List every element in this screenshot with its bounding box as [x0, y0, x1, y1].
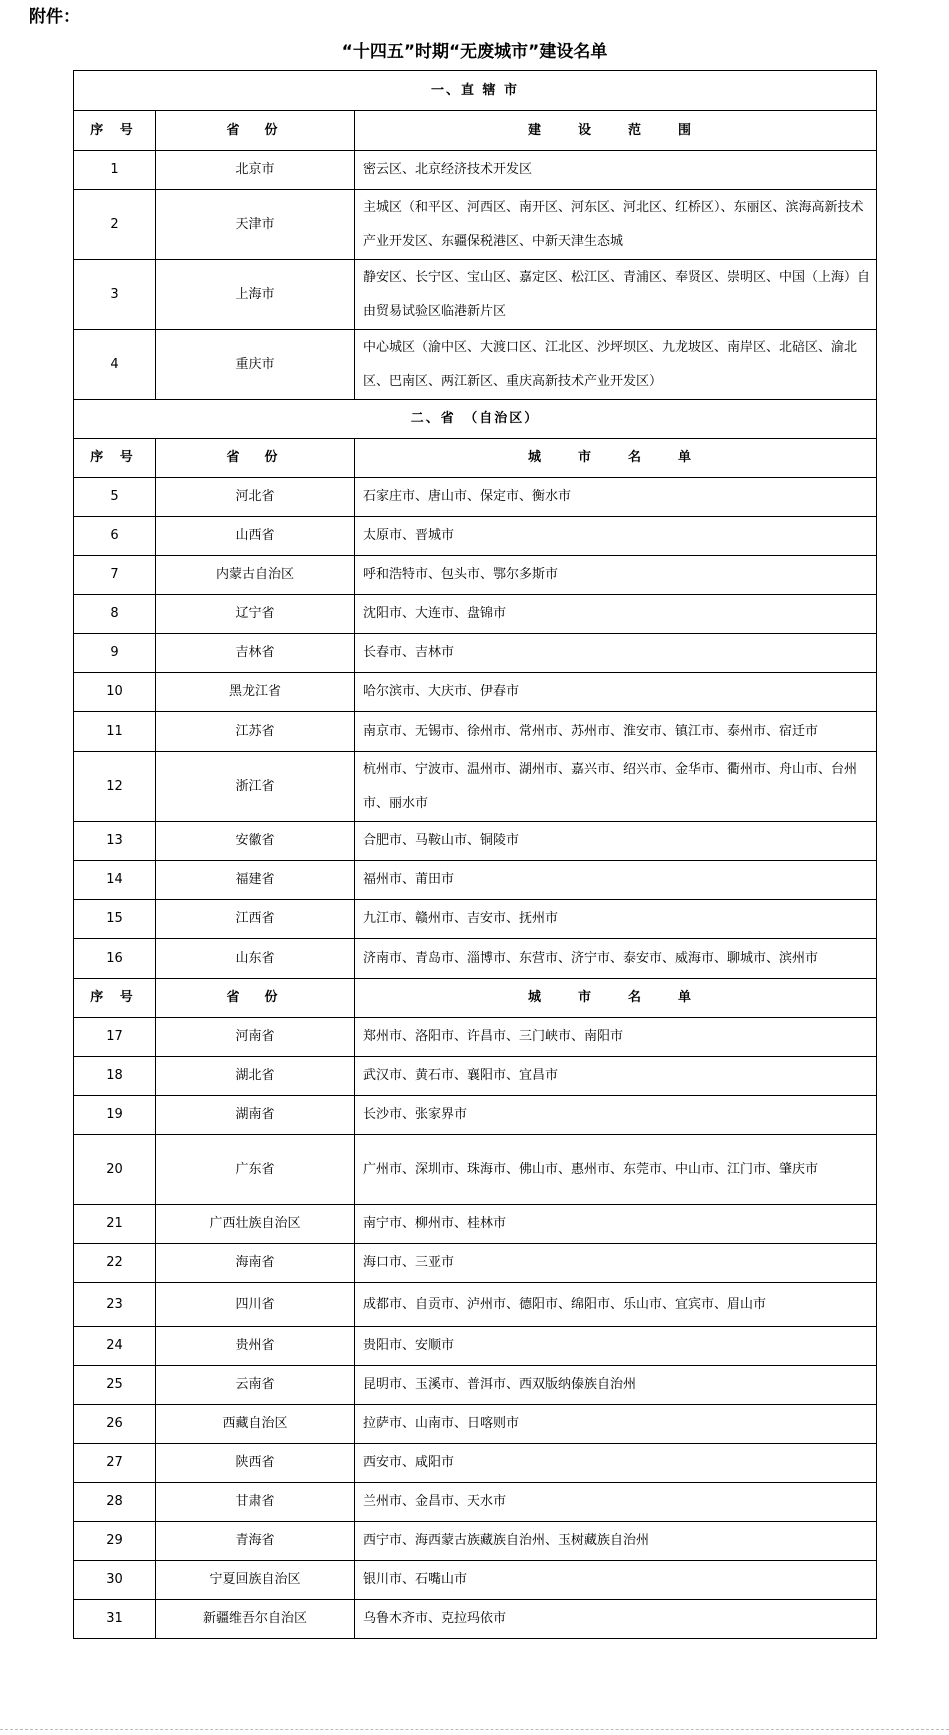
- page-bottom-rule: [0, 1729, 949, 1730]
- row-number: 30: [74, 1561, 156, 1600]
- table-row: [74, 822, 877, 861]
- row-number: 22: [74, 1244, 156, 1283]
- city-list: 呼和浩特市、包头市、鄂尔多斯市: [355, 556, 877, 595]
- row-number: 16: [74, 939, 156, 979]
- city-list: 兰州市、金昌市、天水市: [355, 1483, 877, 1522]
- row-number: 14: [74, 861, 156, 900]
- row-number: 4: [74, 330, 156, 400]
- province-name: 上海市: [156, 260, 355, 330]
- construction-scope: 密云区、北京经济技术开发区: [355, 151, 877, 190]
- row-number: 18: [74, 1057, 156, 1096]
- table-row: [74, 1096, 877, 1135]
- city-list: 成都市、自贡市、泸州市、德阳市、绵阳市、乐山市、宜宾市、眉山市: [355, 1283, 877, 1327]
- construction-scope: 静安区、长宁区、宝山区、嘉定区、松江区、青浦区、奉贤区、崇明区、中国（上海）自由贸易试验区临港新片区: [355, 260, 877, 330]
- row-number: 1: [74, 151, 156, 190]
- row-number: 7: [74, 556, 156, 595]
- construction-scope: 中心城区（渝中区、大渡口区、江北区、沙坪坝区、九龙坡区、南岸区、北碚区、渝北区、巴南区、两江新区、重庆高新技术产业开发区）: [355, 330, 877, 400]
- section2-heading: 二、省 （自治区）: [74, 400, 877, 439]
- province-name: 天津市: [156, 190, 355, 260]
- city-list: 长沙市、张家界市: [355, 1096, 877, 1135]
- col-header-province: 省 份: [156, 111, 355, 151]
- city-list: 广州市、深圳市、珠海市、佛山市、惠州市、东莞市、中山市、江门市、肇庆市: [355, 1135, 877, 1205]
- city-list: 南京市、无锡市、徐州市、常州市、苏州市、淮安市、镇江市、泰州市、宿迁市: [355, 712, 877, 752]
- province-name: 内蒙古自治区: [156, 556, 355, 595]
- table-row: [74, 939, 877, 979]
- row-number: 15: [74, 900, 156, 939]
- construction-scope: 主城区（和平区、河西区、南开区、河东区、河北区、红桥区）、东丽区、滨海高新技术产业开发区、东疆保税港区、中新天津生态城: [355, 190, 877, 260]
- col-header-scope: 建 设 范 围: [355, 111, 877, 151]
- table-row: [74, 900, 877, 939]
- province-name: 河北省: [156, 478, 355, 517]
- section-heading-row: [74, 400, 877, 439]
- row-number: 5: [74, 478, 156, 517]
- table-row: [74, 673, 877, 712]
- city-list: 九江市、赣州市、吉安市、抚州市: [355, 900, 877, 939]
- table-row: [74, 595, 877, 634]
- city-list: 银川市、石嘴山市: [355, 1561, 877, 1600]
- table-row: [74, 1561, 877, 1600]
- section-heading-row: [74, 71, 877, 111]
- table-row: [74, 330, 877, 400]
- row-number: 12: [74, 752, 156, 822]
- city-list: 西宁市、海西蒙古族藏族自治州、玉树藏族自治州: [355, 1522, 877, 1561]
- city-list: 拉萨市、山南市、日喀则市: [355, 1405, 877, 1444]
- province-name: 青海省: [156, 1522, 355, 1561]
- province-name: 贵州省: [156, 1327, 355, 1366]
- city-list: 长春市、吉林市: [355, 634, 877, 673]
- row-number: 2: [74, 190, 156, 260]
- city-list: 南宁市、柳州市、桂林市: [355, 1205, 877, 1244]
- province-name: 山西省: [156, 517, 355, 556]
- province-name: 陕西省: [156, 1444, 355, 1483]
- province-name: 黑龙江省: [156, 673, 355, 712]
- row-number: 24: [74, 1327, 156, 1366]
- row-number: 8: [74, 595, 156, 634]
- table-row: [74, 260, 877, 330]
- row-number: 10: [74, 673, 156, 712]
- row-number: 6: [74, 517, 156, 556]
- city-list: 石家庄市、唐山市、保定市、衡水市: [355, 478, 877, 517]
- table-row: [74, 1522, 877, 1561]
- province-name: 北京市: [156, 151, 355, 190]
- col-header-cities: 城 市 名 单: [355, 439, 877, 478]
- province-name: 湖南省: [156, 1096, 355, 1135]
- province-name: 甘肃省: [156, 1483, 355, 1522]
- province-name: 重庆市: [156, 330, 355, 400]
- row-number: 13: [74, 822, 156, 861]
- table-row: [74, 1483, 877, 1522]
- table-row: [74, 190, 877, 260]
- province-name: 浙江省: [156, 752, 355, 822]
- row-number: 29: [74, 1522, 156, 1561]
- row-number: 25: [74, 1366, 156, 1405]
- row-number: 26: [74, 1405, 156, 1444]
- table-row: [74, 1366, 877, 1405]
- city-list: 合肥市、马鞍山市、铜陵市: [355, 822, 877, 861]
- city-list: 贵阳市、安顺市: [355, 1327, 877, 1366]
- province-name: 湖北省: [156, 1057, 355, 1096]
- table-row: [74, 1327, 877, 1366]
- city-list: 沈阳市、大连市、盘锦市: [355, 595, 877, 634]
- city-list: 乌鲁木齐市、克拉玛依市: [355, 1600, 877, 1639]
- province-name: 福建省: [156, 861, 355, 900]
- province-name: 四川省: [156, 1283, 355, 1327]
- table-row: [74, 861, 877, 900]
- city-list: 济南市、青岛市、淄博市、东营市、济宁市、泰安市、威海市、聊城市、滨州市: [355, 939, 877, 979]
- row-number: 17: [74, 1018, 156, 1057]
- table-row: [74, 1244, 877, 1283]
- province-name: 海南省: [156, 1244, 355, 1283]
- province-name: 江西省: [156, 900, 355, 939]
- table-row: [74, 752, 877, 822]
- col-header-province: 省 份: [156, 439, 355, 478]
- province-name: 江苏省: [156, 712, 355, 752]
- province-name: 河南省: [156, 1018, 355, 1057]
- table-row: [74, 1057, 877, 1096]
- province-name: 吉林省: [156, 634, 355, 673]
- table-row: [74, 1444, 877, 1483]
- city-list: 西安市、咸阳市: [355, 1444, 877, 1483]
- table-row: [74, 556, 877, 595]
- row-number: 11: [74, 712, 156, 752]
- attachment-label: 附件：: [29, 7, 80, 27]
- row-number: 28: [74, 1483, 156, 1522]
- city-list: 郑州市、洛阳市、许昌市、三门峡市、南阳市: [355, 1018, 877, 1057]
- province-name: 西藏自治区: [156, 1405, 355, 1444]
- province-name: 山东省: [156, 939, 355, 979]
- city-list-table: [73, 70, 877, 1639]
- document-title: “十四五”时期“无废城市”建设名单: [341, 42, 608, 62]
- province-name: 宁夏回族自治区: [156, 1561, 355, 1600]
- city-list: 太原市、晋城市: [355, 517, 877, 556]
- section1-heading: 一、直 辖 市: [74, 71, 877, 111]
- table-row: [74, 712, 877, 752]
- province-name: 安徽省: [156, 822, 355, 861]
- row-number: 31: [74, 1600, 156, 1639]
- table-row: [74, 478, 877, 517]
- column-header-row: [74, 111, 877, 151]
- city-list: 福州市、莆田市: [355, 861, 877, 900]
- table-row: [74, 1205, 877, 1244]
- row-number: 3: [74, 260, 156, 330]
- column-header-row: [74, 439, 877, 478]
- table-row: [74, 1600, 877, 1639]
- col-header-number: 序 号: [74, 979, 156, 1018]
- col-header-number: 序 号: [74, 439, 156, 478]
- table-row: [74, 634, 877, 673]
- city-list: 海口市、三亚市: [355, 1244, 877, 1283]
- city-list: 杭州市、宁波市、温州市、湖州市、嘉兴市、绍兴市、金华市、衢州市、舟山市、台州市、丽水市: [355, 752, 877, 822]
- province-name: 辽宁省: [156, 595, 355, 634]
- city-list: 昆明市、玉溪市、普洱市、西双版纳傣族自治州: [355, 1366, 877, 1405]
- table-row: [74, 1283, 877, 1327]
- province-name: 广西壮族自治区: [156, 1205, 355, 1244]
- column-header-row: [74, 979, 877, 1018]
- province-name: 广东省: [156, 1135, 355, 1205]
- col-header-province: 省 份: [156, 979, 355, 1018]
- row-number: 19: [74, 1096, 156, 1135]
- row-number: 23: [74, 1283, 156, 1327]
- col-header-number: 序 号: [74, 111, 156, 151]
- table-row: [74, 517, 877, 556]
- city-list: 武汉市、黄石市、襄阳市、宜昌市: [355, 1057, 877, 1096]
- table-row: [74, 1135, 877, 1205]
- col-header-cities: 城 市 名 单: [355, 979, 877, 1018]
- city-list: 哈尔滨市、大庆市、伊春市: [355, 673, 877, 712]
- table-row: [74, 151, 877, 190]
- row-number: 9: [74, 634, 156, 673]
- province-name: 云南省: [156, 1366, 355, 1405]
- table-row: [74, 1018, 877, 1057]
- row-number: 20: [74, 1135, 156, 1205]
- table-row: [74, 1405, 877, 1444]
- row-number: 27: [74, 1444, 156, 1483]
- row-number: 21: [74, 1205, 156, 1244]
- province-name: 新疆维吾尔自治区: [156, 1600, 355, 1639]
